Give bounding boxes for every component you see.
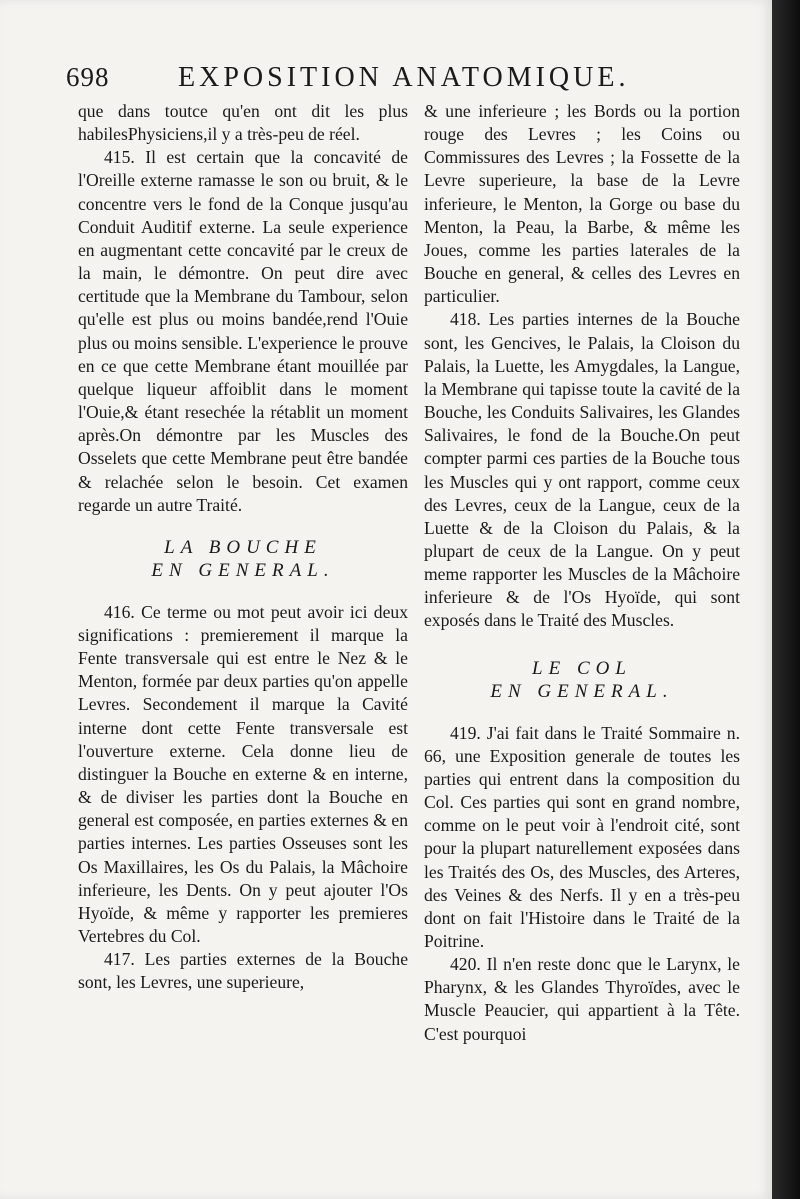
paragraph-continued: que dans toutce qu'en ont dit les plus habilesPhysiciens,il y a très-peu de réel. (78, 101, 408, 145)
book-binding-edge (772, 0, 800, 1199)
paragraph-420-start: 420. Il n'en reste donc que le Larynx, le Pharynx, & les Glandes Thyroïdes, avec le Muscle Peaucier, qui appartient à la Tête. C'est pourquoi (424, 954, 740, 1044)
paragraph-419: 419. J'ai fait dans le Traité Sommaire n. 66, une Exposition generale de toutes les parties qui entrent dans la composition du Col. Ces parties qui sont en grand nombre, comme on le peut voir à l'endroit cité, sont pour la plupart naturellement exposées dans les Traités des Os, des Muscles, des Arteres, des Veines & des Nerfs. Il y en a très-peu dont on fait l'Histoire dans le Traité de la Poitrine. (424, 722, 740, 951)
left-column (78, 100, 408, 994)
paragraph-418: 418. Les parties internes de la Bouche sont, les Gencives, le Palais, la Cloison du Palais, la Luette, les Amygdales, la Langue, la Membrane qui tapisse toute la cavité de la Bouche, les Conduits Salivaires, les Glandes Salivaires, le fond de la Bouche.On peut compter parmi ces parties de la Bouche tous les Muscles qui y ont rapport, comme ceux des Levres, ceux de la Langue, ceux de la Luette & de la Cloison du Palais, & la plupart de ceux de la Langue. On y peut meme rapporter les Muscles de la Mâchoire inferieure & de l'Os Hyoïde, qui sont exposés dans le Traité des Muscles. (424, 309, 740, 631)
section-heading-le-col: LE COL (532, 657, 632, 679)
running-title: EXPOSITION ANATOMIQUE. (178, 62, 630, 93)
section-heading-la-bouche: LA BOUCHE (164, 536, 322, 558)
paragraph-417-start: 417. Les parties externes de la Bouche sont, les Levres, une superieure, (78, 949, 408, 993)
right-column (424, 100, 740, 1046)
paragraph-416: 416. Ce terme ou mot peut avoir ici deux significations : premierement il marque la Fente transversale qui est entre le Nez & le Menton, formée par deux parties qu'on appelle Levres. Secondement il marque la Cavité interne dont cette Fente transversale est l'ouverture externe. Cela donne lieu de distinguer la Bouche en externe & en interne, & de diviser les parties dont la Bouche en general est composée, en parties externes & en parties internes. Les parties Osseuses sont les Os Maxillaires, les Os du Palais, la Mâchoire inferieure, les Dents. On y peut ajouter l'Os Hyoïde, & même y rapporter les premieres Vertebres du Col. (78, 601, 408, 946)
section-heading-en-general: EN GENERAL. (151, 559, 335, 581)
section-heading-en-general-2: EN GENERAL. (490, 680, 674, 702)
running-head (0, 62, 772, 102)
paragraph-417-continued: & une inferieure ; les Bords ou la portion rouge des Levres ; les Coins ou Commissures des Levres ; la Fossette de la Levre superieure, la base de la Levre inferieure, le Menton, la Gorge ou base du Menton, la Peau, la Barbe, & même les Joues, comme les parties laterales de la Bouche en general, & celles des Levres en particulier. (424, 101, 740, 307)
paragraph-415: 415. Il est certain que la concavité de l'Oreille externe ramasse le son ou bruit, & le concentre vers le fond de la Conque jusqu'au Conduit Auditif externe. La seule experience en augmentant cette concavité par le creux de la main, le démontre. On peut dire avec certitude que la Membrane du Tambour, selon qu'elle est plus ou moins bandée,rend l'Ouie plus ou moins sensible. L'experience le prouve en ce que cette Membrane étant mouillée par quelque liqueur affoiblit dans le moment l'Ouie,& étant resechée la rétablit un moment après.On démontre par les Muscles des Osselets que cette Membrane peut être bandée & relachée selon le besoin. Cet examen regarde un autre Traité. (78, 147, 408, 515)
page-number: 698 (66, 62, 110, 92)
